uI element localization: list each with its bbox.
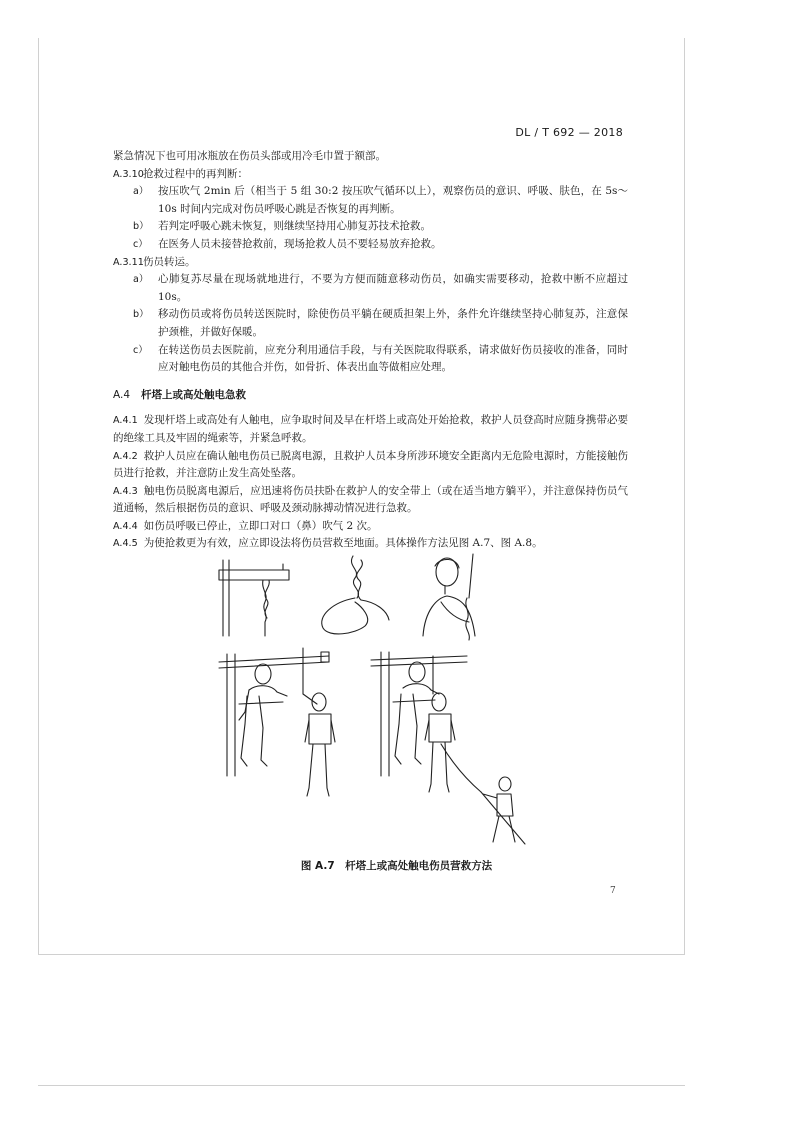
list-item-label: c）: [133, 238, 148, 250]
section-title: 杆塔上或高处触电急救: [141, 388, 246, 401]
clause-number: A.4.3: [113, 485, 138, 497]
clause-a4-3: [113, 483, 628, 518]
person-rope-shoulder-sketch: [423, 554, 475, 640]
list-item-text: 若判定呼吸心跳未恢复，则继续坚持用心肺复苏技术抢救。: [158, 220, 431, 233]
clause-text: 触电伤员脱离电源后，应迅速将伤员扶卧在救护人的安全带上（或在适当地方躺平），并注意保持伤员气道通畅，然后根据伤员的意识、呼吸及颈动脉搏动情况进行急救。: [113, 484, 628, 515]
rope-knot-sketch: [322, 556, 389, 634]
standard-code-header: DL / T 692 — 2018: [515, 126, 623, 139]
lower-page-rule: [38, 1085, 685, 1086]
clause-text: 为使抢救更为有效，应立即设法将伤员营救至地面。具体操作方法见图 A.7、图 A.8。: [143, 537, 543, 550]
clause-number: A.4.5: [113, 538, 138, 550]
clause-number: A.3.11: [113, 256, 144, 268]
page-border-right: [684, 38, 685, 954]
list-item-text: 在转送伤员去医院前，应充分利用通信手段，与有关医院取得联系，请求做好伤员接收的准备，同时应对触电伤员的其他合并伤，如骨折、体表出血等做相应处理。: [158, 343, 628, 374]
list-item: [113, 342, 628, 377]
page-border-bottom: [38, 954, 685, 955]
clause-a4-2: [113, 448, 628, 483]
list-item-label: b）: [133, 221, 149, 233]
clause-a3-10: [113, 166, 628, 184]
clause-text: 救护人员应在确认触电伤员已脱离电源，且救护人员本身所涉环境安全距离内无危险电源时，方能接触伤员进行抢救，并注意防止发生高处坠落。: [113, 449, 628, 480]
document-body: [113, 148, 628, 553]
figure-caption: 图 A.7 杆塔上或高处触电伤员营救方法: [300, 860, 493, 872]
pole-rescue-sketch-left: [219, 648, 335, 796]
page-number: 7: [610, 886, 616, 896]
list-item: [113, 306, 628, 341]
list-item: [113, 271, 628, 306]
clause-number: A.3.10: [113, 168, 144, 180]
list-item-label: a）: [133, 186, 149, 198]
list-item: [113, 183, 628, 218]
clause-number: A.4.1: [113, 415, 138, 427]
section-heading-a4: [113, 387, 628, 405]
rescue-method-illustration: [205, 544, 535, 849]
continued-paragraph: 紧急情况下也可用冰瓶放在伤员头部或用冷毛巾置于额部。: [113, 150, 386, 162]
clause-a4-4: [113, 518, 628, 536]
clause-text: 发现杆塔上或高处有人触电，应争取时间及早在杆塔上或高处开始抢救，救护人员登高时应随身携带必要的绝缘工具及牢固的绳索等，并紧急呼救。: [113, 414, 628, 444]
list-item-text: 在医务人员未接替抢救前，现场抢救人员不要轻易放弃抢救。: [158, 237, 442, 250]
list-item: [113, 218, 628, 236]
clause-number: A.4.2: [113, 450, 138, 462]
pole-rescue-sketch-right: [371, 652, 525, 844]
clause-number: A.4.4: [113, 520, 138, 532]
clause-text: 伤员转运。: [143, 255, 196, 268]
clause-text: 如伤员呼吸已停止，立即口对口（鼻）吹气 2 次。: [143, 519, 378, 532]
clause-text: 抢救过程中的再判断：: [143, 167, 248, 180]
list-item-text: 心肺复苏尽量在现场就地进行，不要为方便而随意移动伤员，如确实需要移动，抢救中断不应超过 10s。: [158, 273, 628, 303]
pole-knot-sketch: [219, 560, 289, 636]
list-item-text: 按压吹气 2min 后（相当于 5 组 30:2 按压吹气循环以上），观察伤员的意识、呼吸、肤色，在 5s～10s 时间内完成对伤员呼吸心跳是否恢复的再判断。: [158, 185, 628, 215]
list-item-label: b）: [133, 309, 149, 321]
page-border-left: [38, 38, 39, 954]
section-number: A.4: [113, 388, 131, 401]
list-item: [113, 236, 628, 254]
clause-a3-11: [113, 254, 628, 272]
clause-a4-1: [113, 412, 628, 447]
list-item-label: c）: [133, 344, 148, 356]
list-item-label: a）: [133, 274, 149, 286]
list-item-text: 移动伤员或将伤员转送医院时，除使伤员平躺在硬质担架上外，条件允许继续坚持心肺复苏，注意保护颈椎，并做好保暖。: [158, 308, 628, 338]
